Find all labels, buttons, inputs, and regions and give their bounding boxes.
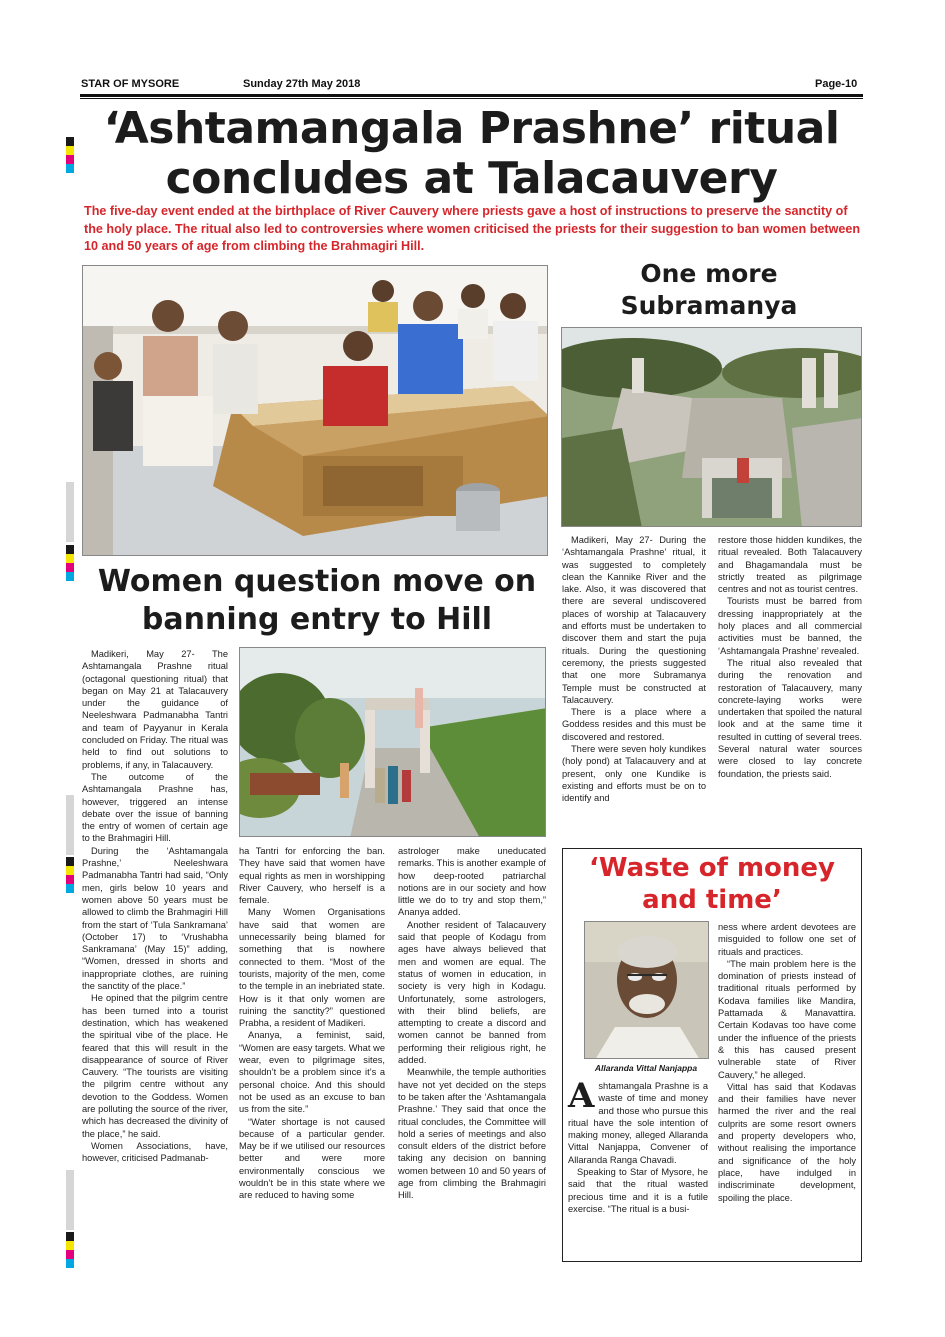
temple-headline-line1: One more Subramanya xyxy=(620,259,798,320)
temple-para: Madikeri, May 27- During the ‘Ashtamangala Prashne’ ritual, it was suggested to completely clean the Kannike River and the lake. Also, it was discovered that there are several undiscovered places of worship at Talacauvery and efforts must be undertaken to discover them and start the puja rituals. During the questioning ceremony, the priests suggested that one more Subramanya Temple must be constructed at Talacauvery. xyxy=(562,535,706,705)
pathway-photo-illustration xyxy=(240,648,546,837)
registration-mark xyxy=(66,545,74,581)
meeting-photo-illustration xyxy=(83,266,548,556)
main-headline-line2: concludes at Talacauvery xyxy=(165,153,778,204)
box-para: Vittal has said that Kodavas and their families have never harmed the river and the real culprits are some resort owners and property developers who, without realising the importance and significance of the holy place, have indulged in indiscriminate development, spoiling the place. xyxy=(718,1081,856,1203)
temple-para: restore those hidden kundikes, the ritual revealed. Both Talacauvery and Bhagamandala must be strictly treated as pilgrimage centres and not as tourist centres. xyxy=(718,535,862,595)
women-para: Many Women Organisations have said that women are unnecessarily being blamed for something that is nowhere connected to them. “Most of the tourists, majority of the men, come to the temple in an inebriated state. How is it that only women are ruining the sanctity?” questioned Prabha, a resident of Madikeri. xyxy=(239,907,385,1029)
women-para: “Water shortage is not caused because of a particular gender. May be if we utilised our resources better and were more environmentally conscious we wouldn’t be in this state where we are reduced to having some xyxy=(239,1116,385,1201)
women-story-col1 xyxy=(82,648,228,1164)
women-headline-line1: Women question move on xyxy=(97,564,537,599)
women-headline xyxy=(80,563,554,639)
box-para-first: Ashtamangala Prashne is a waste of time and money and those who pursue this ritual have the sole intention of making money, alleged Allaranda Vittal Nanjappa, Convener of Allaranda Ranga Chavadi. xyxy=(568,1076,708,1165)
women-para: During the ‘Ashtamangala Prashne,’ Neeleshwara Padmanabha Tantri had said, “Only men, girls below 10 years and women above 50 years must be allowed to climb the Brahmagiri Hill from the start of ‘Tula Sankramana’ (October 17) to ‘Vrushabha Sankramana’ (May 15)” adding, “Women, dressed in shorts and inappropriate clothes, are ruining the sanctity of the place.” xyxy=(82,845,228,992)
masthead-rule-thin xyxy=(80,98,863,99)
women-para: ha Tantri for enforcing the ban. They have said that women have equal rights as men in worshipping River Cauvery, who herself is a female. xyxy=(239,846,385,906)
temple-para: Tourists must be barred from dressing inappropriately at the holy places and all commercial activities must be banned, the ‘Ashtamangala Prashne’ revealed. xyxy=(718,596,862,656)
women-para: Another resident of Talacauvery said that people of Kodagu from ages have always believed that men and women are equal. The status of women in education, in society is very high in Kodagu. Unfortunately, some astrologers, with their blind beliefs, are attempting to create a discord and women cannot be banned from performing their religious right, he added. xyxy=(398,919,546,1066)
temple-para: There is a place where a Goddess resides and this must be discovered and restored. xyxy=(562,707,706,742)
main-headline-line1: ‘Ashtamangala Prashne’ ritual xyxy=(103,103,840,154)
box-para: ness where ardent devotees are misguided to follow one set of rituals and practices. xyxy=(718,922,856,957)
box-story-col1 xyxy=(568,1076,708,1215)
portrait-photo xyxy=(584,921,709,1059)
box-headline-line1: ‘Waste of money xyxy=(588,853,836,883)
women-para: He opined that the pilgrim centre has been turned into a tourist destination, which has weakened the spiritual vibe of the place. He feared that this will result in the disappearance of source of River Cauvery. “The tourists are visiting the pilgrim centre without any devotion to the Goddess. Women are polluting the source of the river, which has decreased the divinity of the place,” he said. xyxy=(82,993,228,1139)
women-para: astrologer make uneducated remarks. This is another example of how deep-rooted patriarchal notions are in our society and how little we do to try and stop them,” Ananya added. xyxy=(398,846,546,918)
page-number: Page-10 xyxy=(815,78,858,90)
gray-strip xyxy=(66,482,74,542)
temple-para: There were seven holy kundikes (holy pond) at Talacauvery and at present, only one Kundike is existing and efforts must be on to identify and xyxy=(562,744,706,804)
gray-strip xyxy=(66,1170,74,1230)
women-para: Ananya, a feminist, said, “Women are easy targets. What we wear, even to pilgrimage sites, shouldn’t be a problem since it’s a personal choice. And this should not be used as an excuse to ban us from the site.” xyxy=(239,1030,385,1115)
registration-mark xyxy=(66,137,74,173)
women-story-col3 xyxy=(398,845,546,1202)
temple-story-col2 xyxy=(718,534,862,780)
temple-para: The ritual also revealed that during the renovation and restoration of Talacauvery, many concrete-laying works were undertaken that spoiled the natural look and at the same time it resulted in cutting of several trees. Several natural water sources were closed to lay concrete foundation, the priests said. xyxy=(718,657,862,779)
registration-mark xyxy=(66,857,74,893)
meeting-photo xyxy=(82,265,548,556)
registration-mark xyxy=(66,1232,74,1268)
pathway-photo xyxy=(239,647,546,837)
main-headline xyxy=(80,104,863,204)
portrait-photo-illustration xyxy=(585,922,709,1059)
women-para: Madikeri, May 27- The Ashtamangala Prashne ritual (octagonal questioning ritual) that began on May 21 at Talacauvery under the guidance of Neeleshwara Padmanabha Tantri and team of Payyanur in Kerala concluded on Friday. The ritual was held to find out solutions to problems, if any, in Talacauvery. xyxy=(82,649,228,770)
deck-summary: The five-day event ended at the birthplace of River Cauvery where priests gave a host of instructions to preserve the sanctity of the holy place. The ritual also led to controversies where women criticised the priests for their suggestion to ban women between 10 and 50 years of age from climbing the Brahmagiri Hill. xyxy=(84,204,861,253)
box-headline xyxy=(568,852,856,916)
women-para: Meanwhile, the temple authorities have not yet decided on the steps to be taken after the ‘Ashtamangala Prashne.’ They said that once the ritual concludes, the Committee will hold a series of meetings and also consult elders of the district before taking any decision on banning women between 10 and 50 years of age from climbing the Brahmagiri Hill. xyxy=(398,1067,546,1201)
masthead-rule xyxy=(80,94,863,97)
box-headline-line2: and time’ xyxy=(642,885,782,915)
gray-strip xyxy=(66,795,74,855)
box-para: Speaking to Star of Mysore, he said that the ritual wasted precious time and it is a futile exercise. “The ritual is a busi- xyxy=(568,1167,708,1214)
issue-date: Sunday 27th May 2018 xyxy=(243,78,361,90)
women-para: Women Associations, have, however, criticised Padmanab- xyxy=(82,1140,228,1164)
temple-story-col1 xyxy=(562,534,706,805)
box-story-col2 xyxy=(718,921,856,1204)
women-para: The outcome of the Ashtamangala Prashne has, however, triggered an intense debate over the issue of banning the entry of women of certain age to the Brahmagiri Hill. xyxy=(82,771,228,844)
women-story-col2 xyxy=(239,845,385,1202)
women-headline-line2: banning entry to Hill xyxy=(141,602,493,637)
temple-photo-illustration xyxy=(562,328,862,527)
paper-name: STAR OF MYSORE xyxy=(81,78,180,90)
temple-photo xyxy=(561,327,862,527)
box-para: “The main problem here is the domination of priests instead of traditional rituals performed by Kodava families like Mandira, Pattamada & Manavattira. Certain Kodavas too have come under the influence of the priests & this has caused present vulnerable state of River Cauvery,” he alleged. xyxy=(718,958,856,1080)
portrait-caption: Allaranda Vittal Nanjappa xyxy=(594,1063,698,1073)
drop-cap: A xyxy=(568,1076,595,1116)
